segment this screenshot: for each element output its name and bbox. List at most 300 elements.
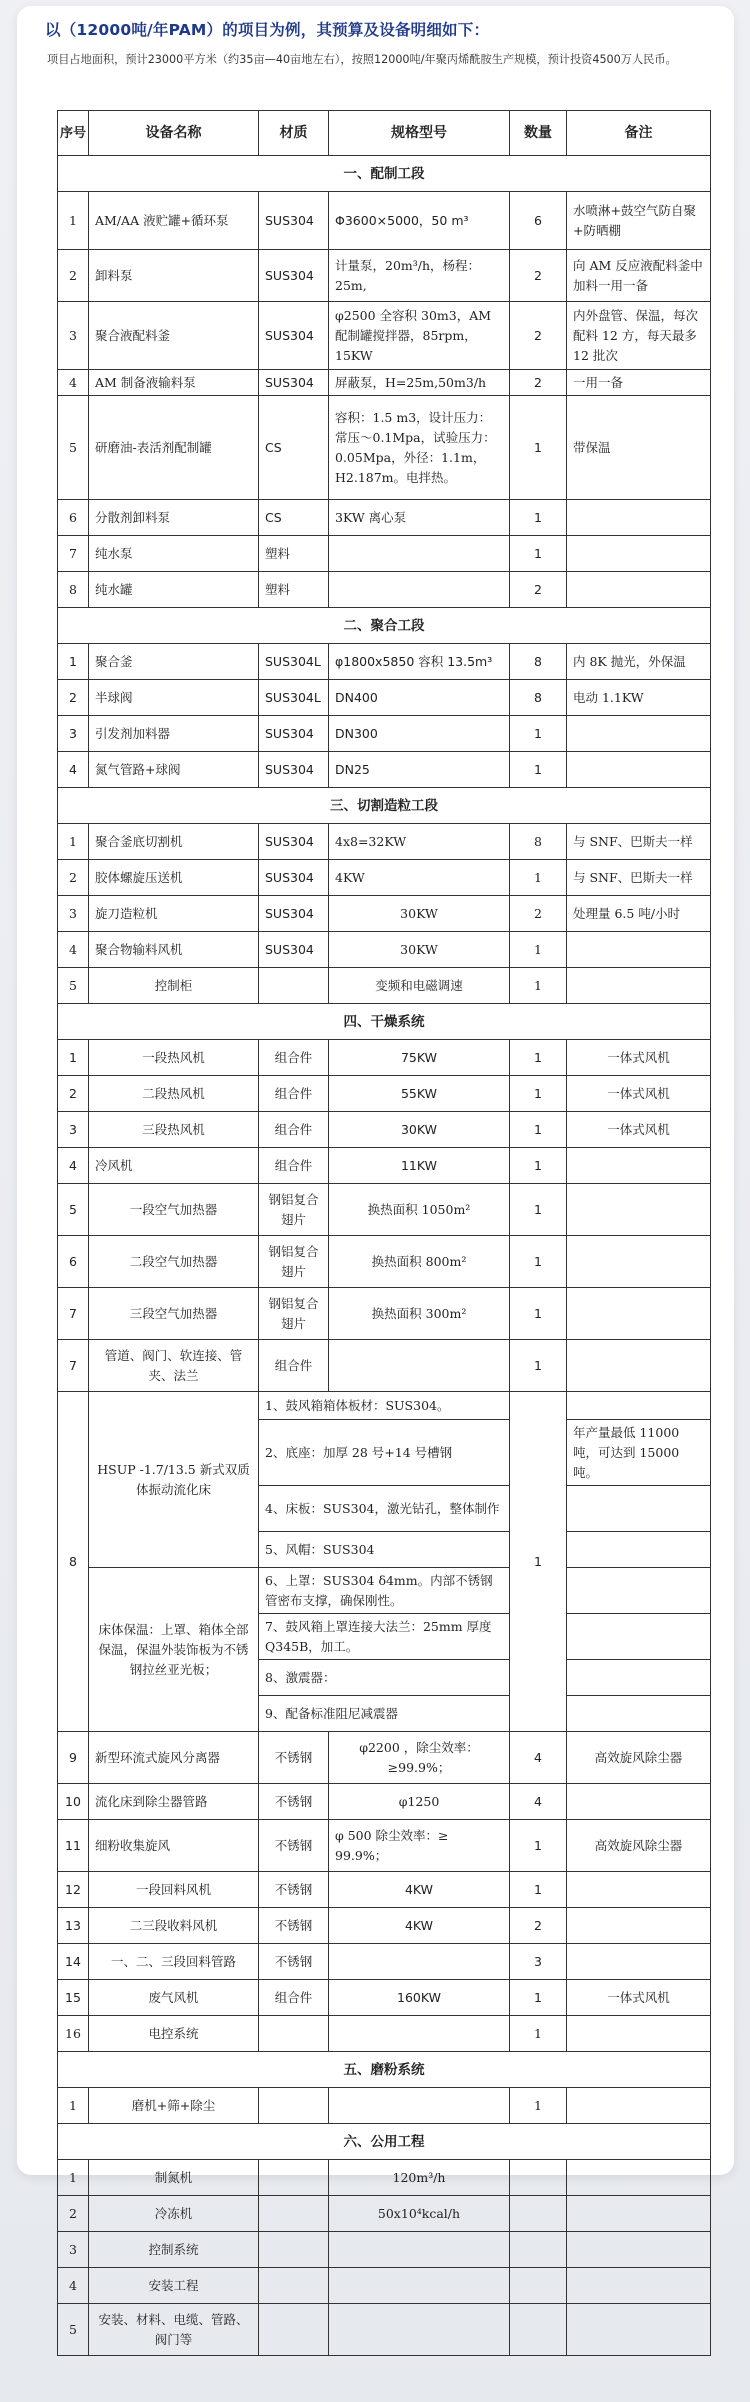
cell-material	[259, 2196, 329, 2232]
intro-paragraph: 项目占地面积，预计23000平方米（约35亩—40亩地左右），按照12000吨/年聚丙烯酰胺生产规模，预计投资4500万人民币。	[47, 53, 677, 66]
cell-spec: 计量泵，20m³/h，杨程：25m,	[329, 250, 510, 302]
cell-name: 半球阀	[89, 680, 259, 716]
cell-name-fluid-bed: HSUP -1.7/13.5 新式双质体振动流化床	[89, 1392, 259, 1568]
cell-note: 一体式风机	[567, 1980, 711, 2016]
cell-spec: 换热面积 800m²	[329, 1236, 510, 1288]
cell-name: 研磨油-表活剂配制罐	[89, 396, 259, 500]
cell-name: 氮气管路+球阀	[89, 752, 259, 788]
cell-name: 聚合液配料釜	[89, 302, 259, 370]
cell-qty: 8	[510, 680, 567, 716]
cell-material: 不锈钢	[259, 1732, 329, 1784]
cell-seq: 16	[58, 2016, 89, 2052]
section-row	[58, 2052, 711, 2088]
cell-spec: DN300	[329, 716, 510, 752]
cell-material: SUS304	[259, 860, 329, 896]
cell-name: 纯水泵	[89, 536, 259, 572]
table-row	[58, 1340, 711, 1392]
cell-name: 控制柜	[89, 968, 259, 1004]
cell-material: 钢铝复合翅片	[259, 1288, 329, 1340]
cell-note-empty	[567, 1392, 711, 1420]
cell-name: 二段热风机	[89, 1076, 259, 1112]
cell-name: 分散剂卸料泵	[89, 500, 259, 536]
cell-name: 一、二、三段回料管路	[89, 1944, 259, 1980]
cell-material: 组合件	[259, 1148, 329, 1184]
cell-spec	[329, 2268, 510, 2304]
cell-note	[567, 716, 711, 752]
cell-name: 冷冻机	[89, 2196, 259, 2232]
cell-spec: 换热面积 300m²	[329, 1288, 510, 1340]
cell-name: 安装、材料、电缆、管路、阀门等	[89, 2304, 259, 2356]
header-qty: 数量	[510, 111, 567, 156]
table-row	[58, 680, 711, 716]
cell-name: AM/AA 液贮罐+循环泵	[89, 192, 259, 250]
cell-material	[259, 2268, 329, 2304]
cell-seq: 4	[58, 2268, 89, 2304]
section-title: 三、切割造粒工段	[58, 788, 711, 824]
cell-qty: 8	[510, 824, 567, 860]
section-row	[58, 608, 711, 644]
table-row	[58, 752, 711, 788]
table-header-row	[58, 111, 711, 156]
cell-qty: 3	[510, 1944, 567, 1980]
cell-spec: φ2500 全容积 30m3，AM 配制罐搅拌器，85rpm，15KW	[329, 302, 510, 370]
cell-spec	[329, 2016, 510, 2052]
cell-seq: 3	[58, 2232, 89, 2268]
cell-material	[259, 2304, 329, 2356]
cell-note-empty	[567, 1532, 711, 1568]
table-row	[58, 2268, 711, 2304]
table-row	[58, 1112, 711, 1148]
table-row	[58, 968, 711, 1004]
cell-name: 二段空气加热器	[89, 1236, 259, 1288]
cell-spec: DN400	[329, 680, 510, 716]
cell-seq: 15	[58, 1980, 89, 2016]
cell-seq: 2	[58, 680, 89, 716]
table-row	[58, 2160, 711, 2196]
cell-name: 二三段收料风机	[89, 1908, 259, 1944]
table-row	[58, 860, 711, 896]
cell-seq: 6	[58, 500, 89, 536]
cell-spec: 换热面积 1050m²	[329, 1184, 510, 1236]
cell-qty: 2	[510, 572, 567, 608]
table-row	[58, 1732, 711, 1784]
cell-material	[259, 2088, 329, 2124]
cell-spec: 160KW	[329, 1980, 510, 2016]
cell-qty: 2	[510, 896, 567, 932]
cell-spec	[329, 536, 510, 572]
cell-name: 一段空气加热器	[89, 1184, 259, 1236]
cell-note: 与 SNF、巴斯夫一样	[567, 860, 711, 896]
cell-note	[567, 1340, 711, 1392]
section-title: 四、干燥系统	[58, 1004, 711, 1040]
cell-note-empty	[567, 1660, 711, 1696]
cell-qty: 1	[510, 968, 567, 1004]
cell-spec: 30KW	[329, 896, 510, 932]
table-row	[58, 716, 711, 752]
cell-seq: 1	[58, 2088, 89, 2124]
cell-name-insulation: 床体保温：上罩、箱体全部保温，保温外装饰板为不锈钢拉丝亚光板；	[89, 1568, 259, 1732]
cell-spec	[329, 572, 510, 608]
cell-seq: 2	[58, 860, 89, 896]
cell-material	[259, 968, 329, 1004]
cell-material: SUS304	[259, 370, 329, 396]
cell-spec: φ1800x5850 容积 13.5m³	[329, 644, 510, 680]
cell-spec: 75KW	[329, 1040, 510, 1076]
cell-seq: 4	[58, 932, 89, 968]
cell-note: 一体式风机	[567, 1076, 711, 1112]
cell-name: 旋刀造粒机	[89, 896, 259, 932]
cell-note	[567, 1288, 711, 1340]
cell-name: 三段空气加热器	[89, 1288, 259, 1340]
cell-material: SUS304	[259, 716, 329, 752]
cell-name: 管道、阀门、软连接、管夹、法兰	[89, 1340, 259, 1392]
cell-spec: 11KW	[329, 1148, 510, 1184]
cell-note	[567, 2196, 711, 2232]
cell-name: 引发剂加料器	[89, 716, 259, 752]
cell-spec	[329, 1340, 510, 1392]
cell-note	[567, 932, 711, 968]
cell-name: 安装工程	[89, 2268, 259, 2304]
cell-spec-item: 4、床板：SUS304，激光钻孔，整体制作	[259, 1486, 510, 1532]
cell-name: 一段回料风机	[89, 1872, 259, 1908]
table-row	[58, 824, 711, 860]
cell-seq: 3	[58, 716, 89, 752]
cell-seq: 3	[58, 302, 89, 370]
cell-note	[567, 2160, 711, 2196]
cell-note	[567, 1184, 711, 1236]
cell-spec	[329, 2304, 510, 2356]
header-name: 设备名称	[89, 111, 259, 156]
table-row	[58, 536, 711, 572]
cell-spec: 变频和电磁调速	[329, 968, 510, 1004]
table-row	[58, 1784, 711, 1820]
header-material: 材质	[259, 111, 329, 156]
section-row	[58, 2124, 711, 2160]
cell-note	[567, 968, 711, 1004]
cell-note	[567, 1944, 711, 1980]
cell-name: 制氮机	[89, 2160, 259, 2196]
cell-material: 不锈钢	[259, 1872, 329, 1908]
page-title: 以（12000吨/年PAM）的项目为例，其预算及设备明细如下：	[45, 21, 490, 39]
cell-seq: 5	[58, 1184, 89, 1236]
cell-qty: 1	[510, 1820, 567, 1872]
cell-material: SUS304	[259, 192, 329, 250]
cell-seq: 4	[58, 1148, 89, 1184]
cell-name: 细粉收集旋风	[89, 1820, 259, 1872]
cell-spec-item: 7、鼓风箱上罩连接大法兰：25mm 厚度 Q345B，加工。	[259, 1614, 510, 1660]
cell-note	[567, 2268, 711, 2304]
cell-name: 三段热风机	[89, 1112, 259, 1148]
table-row	[58, 2304, 711, 2356]
cell-seq: 2	[58, 1076, 89, 1112]
cell-note	[567, 1236, 711, 1288]
cell-material: SUS304	[259, 896, 329, 932]
cell-qty	[510, 2196, 567, 2232]
cell-spec: 4KW	[329, 1872, 510, 1908]
cell-spec-item: 2、底座：加厚 28 号+14 号槽钢	[259, 1420, 510, 1486]
cell-spec: 容积：1.5 m3，设计压力：常压～0.1Mpa，试验压力：0.05Mpa，外径：1.1m，H2.187m。电拌热。	[329, 396, 510, 500]
cell-qty	[510, 2160, 567, 2196]
cell-qty: 1	[510, 1076, 567, 1112]
table-row	[58, 644, 711, 680]
table-row	[58, 500, 711, 536]
cell-note: 年产量最低 11000 吨，可达到 15000 吨。	[567, 1420, 711, 1486]
cell-note: 一用一备	[567, 370, 711, 396]
cell-spec: 4KW	[329, 1908, 510, 1944]
cell-qty: 2	[510, 302, 567, 370]
cell-spec: DN25	[329, 752, 510, 788]
cell-material: SUS304L	[259, 680, 329, 716]
cell-seq: 1	[58, 644, 89, 680]
cell-seq: 4	[58, 752, 89, 788]
cell-note: 带保温	[567, 396, 711, 500]
cell-material: 钢铝复合翅片	[259, 1236, 329, 1288]
cell-seq: 1	[58, 824, 89, 860]
cell-spec: 30KW	[329, 932, 510, 968]
table-row	[58, 1236, 711, 1288]
table-row	[58, 896, 711, 932]
cell-note	[567, 2016, 711, 2052]
table-row	[58, 2232, 711, 2268]
cell-name: 卸料泵	[89, 250, 259, 302]
cell-name: 控制系统	[89, 2232, 259, 2268]
cell-name: 电控系统	[89, 2016, 259, 2052]
cell-qty: 1	[510, 1112, 567, 1148]
table-row	[58, 2016, 711, 2052]
cell-note: 水喷淋+鼓空气防自聚+防晒棚	[567, 192, 711, 250]
cell-spec: φ2200 ，除尘效率：≥99.9%；	[329, 1732, 510, 1784]
cell-spec: φ1250	[329, 1784, 510, 1820]
cell-seq: 6	[58, 1236, 89, 1288]
section-row	[58, 1004, 711, 1040]
table-row	[58, 1148, 711, 1184]
cell-spec: 55KW	[329, 1076, 510, 1112]
cell-spec: φ 500 除尘效率：≥ 99.9%；	[329, 1820, 510, 1872]
cell-qty: 1	[510, 2016, 567, 2052]
cell-note-empty	[567, 1568, 711, 1614]
cell-spec: 屏蔽泵，H=25m,50m3/h	[329, 370, 510, 396]
cell-qty: 2	[510, 1908, 567, 1944]
cell-seq: 8	[58, 1392, 89, 1732]
section-row	[58, 788, 711, 824]
cell-seq: 8	[58, 572, 89, 608]
cell-material: SUS304	[259, 824, 329, 860]
cell-name: AM 制备液输料泵	[89, 370, 259, 396]
cell-qty: 1	[510, 1340, 567, 1392]
table-row	[58, 396, 711, 500]
cell-note: 高效旋风除尘器	[567, 1732, 711, 1784]
cell-material: 塑料	[259, 536, 329, 572]
cell-note	[567, 1784, 711, 1820]
cell-name: 废气风机	[89, 1980, 259, 2016]
cell-qty: 4	[510, 1732, 567, 1784]
table-row	[58, 1040, 711, 1076]
cell-seq: 7	[58, 1288, 89, 1340]
header-seq: 序号	[58, 111, 89, 156]
section-title: 二、聚合工段	[58, 608, 711, 644]
cell-note	[567, 752, 711, 788]
cell-name: 聚合物输料风机	[89, 932, 259, 968]
cell-note	[567, 1908, 711, 1944]
table-row	[58, 572, 711, 608]
cell-name: 聚合釜	[89, 644, 259, 680]
cell-material: 组合件	[259, 1980, 329, 2016]
cell-note	[567, 2304, 711, 2356]
cell-qty: 1	[510, 1148, 567, 1184]
cell-qty: 1	[510, 932, 567, 968]
cell-note: 向 AM 反应液配料釜中加料一用一备	[567, 250, 711, 302]
cell-name: 新型环流式旋风分离器	[89, 1732, 259, 1784]
cell-qty	[510, 2232, 567, 2268]
cell-name: 冷风机	[89, 1148, 259, 1184]
cell-name: 胶体螺旋压送机	[89, 860, 259, 896]
cell-qty: 1	[510, 1392, 567, 1732]
cell-note	[567, 572, 711, 608]
cell-note: 处理量 6.5 吨/小时	[567, 896, 711, 932]
cell-seq: 3	[58, 1112, 89, 1148]
cell-qty: 1	[510, 860, 567, 896]
table-row	[58, 932, 711, 968]
cell-qty: 1	[510, 1184, 567, 1236]
table-row	[58, 1076, 711, 1112]
cell-spec: 120m³/h	[329, 2160, 510, 2196]
cell-seq: 3	[58, 896, 89, 932]
cell-qty: 1	[510, 536, 567, 572]
fluid-bed-row	[58, 1568, 711, 1614]
cell-spec: 3KW 离心泵	[329, 500, 510, 536]
cell-name: 磨机+筛+除尘	[89, 2088, 259, 2124]
cell-seq: 5	[58, 2304, 89, 2356]
cell-qty: 4	[510, 1784, 567, 1820]
table-row	[58, 302, 711, 370]
cell-name: 一段热风机	[89, 1040, 259, 1076]
cell-seq: 5	[58, 968, 89, 1004]
cell-seq: 7	[58, 1340, 89, 1392]
cell-seq: 2	[58, 2196, 89, 2232]
cell-spec	[329, 2088, 510, 2124]
table-row	[58, 1980, 711, 2016]
cell-qty: 6	[510, 192, 567, 250]
cell-note: 内外盘管、保温，每次配料 12 方，每天最多 12 批次	[567, 302, 711, 370]
cell-qty: 8	[510, 644, 567, 680]
cell-spec: 4KW	[329, 860, 510, 896]
section-title: 五、磨粉系统	[58, 2052, 711, 2088]
cell-material: 塑料	[259, 572, 329, 608]
cell-spec: Φ3600×5000，50 m³	[329, 192, 510, 250]
cell-note: 电动 1.1KW	[567, 680, 711, 716]
cell-material: 不锈钢	[259, 1784, 329, 1820]
cell-seq: 9	[58, 1732, 89, 1784]
cell-note	[567, 536, 711, 572]
table-row	[58, 1184, 711, 1236]
cell-note-empty	[567, 1696, 711, 1732]
cell-material: CS	[259, 396, 329, 500]
cell-qty	[510, 2268, 567, 2304]
cell-note-empty	[567, 1486, 711, 1532]
cell-seq: 1	[58, 1040, 89, 1076]
cell-seq: 11	[58, 1820, 89, 1872]
cell-material: CS	[259, 500, 329, 536]
cell-qty: 2	[510, 250, 567, 302]
cell-material	[259, 2016, 329, 2052]
cell-note	[567, 1148, 711, 1184]
cell-material: 组合件	[259, 1076, 329, 1112]
section-row	[58, 156, 711, 192]
table-row	[58, 2088, 711, 2124]
cell-material: SUS304	[259, 250, 329, 302]
section-title: 一、配制工段	[58, 156, 711, 192]
cell-qty: 1	[510, 2088, 567, 2124]
cell-seq: 2	[58, 250, 89, 302]
cell-note: 一体式风机	[567, 1112, 711, 1148]
cell-material: 钢铝复合翅片	[259, 1184, 329, 1236]
table-row	[58, 192, 711, 250]
cell-spec: 30KW	[329, 1112, 510, 1148]
cell-qty: 1	[510, 1236, 567, 1288]
cell-name: 聚合釜底切割机	[89, 824, 259, 860]
header-spec: 规格型号	[329, 111, 510, 156]
cell-material: 不锈钢	[259, 1944, 329, 1980]
cell-qty: 1	[510, 1980, 567, 2016]
cell-name: 纯水罐	[89, 572, 259, 608]
table-row	[58, 1288, 711, 1340]
cell-note: 内 8K 抛光，外保温	[567, 644, 711, 680]
table-row	[58, 370, 711, 396]
cell-qty: 1	[510, 1040, 567, 1076]
table-row	[58, 1944, 711, 1980]
table-row	[58, 1908, 711, 1944]
cell-material: 组合件	[259, 1040, 329, 1076]
cell-spec: 4x8=32KW	[329, 824, 510, 860]
cell-note-empty	[567, 1614, 711, 1660]
cell-qty: 1	[510, 716, 567, 752]
cell-spec-item: 5、风帽：SUS304	[259, 1532, 510, 1568]
cell-spec	[329, 1944, 510, 1980]
cell-name: 流化床到除尘器管路	[89, 1784, 259, 1820]
cell-seq: 14	[58, 1944, 89, 1980]
cell-qty: 1	[510, 1872, 567, 1908]
cell-note	[567, 500, 711, 536]
header-note: 备注	[567, 111, 711, 156]
cell-material	[259, 2160, 329, 2196]
cell-material: 不锈钢	[259, 1908, 329, 1944]
cell-seq: 13	[58, 1908, 89, 1944]
cell-seq: 10	[58, 1784, 89, 1820]
cell-qty: 1	[510, 396, 567, 500]
cell-note	[567, 2088, 711, 2124]
cell-note	[567, 2232, 711, 2268]
cell-note: 高效旋风除尘器	[567, 1820, 711, 1872]
cell-seq: 1	[58, 2160, 89, 2196]
table-row	[58, 2196, 711, 2232]
cell-material: SUS304	[259, 752, 329, 788]
table-row	[58, 1820, 711, 1872]
cell-qty: 1	[510, 1288, 567, 1340]
cell-seq: 1	[58, 192, 89, 250]
table-row	[58, 250, 711, 302]
cell-note: 一体式风机	[567, 1040, 711, 1076]
cell-material: 组合件	[259, 1340, 329, 1392]
cell-seq: 7	[58, 536, 89, 572]
fluid-bed-row	[58, 1392, 711, 1420]
section-title: 六、公用工程	[58, 2124, 711, 2160]
cell-material: SUS304L	[259, 644, 329, 680]
cell-material: 组合件	[259, 1112, 329, 1148]
cell-material	[259, 2232, 329, 2268]
cell-material: SUS304	[259, 302, 329, 370]
table-row	[58, 1872, 711, 1908]
cell-qty: 1	[510, 752, 567, 788]
